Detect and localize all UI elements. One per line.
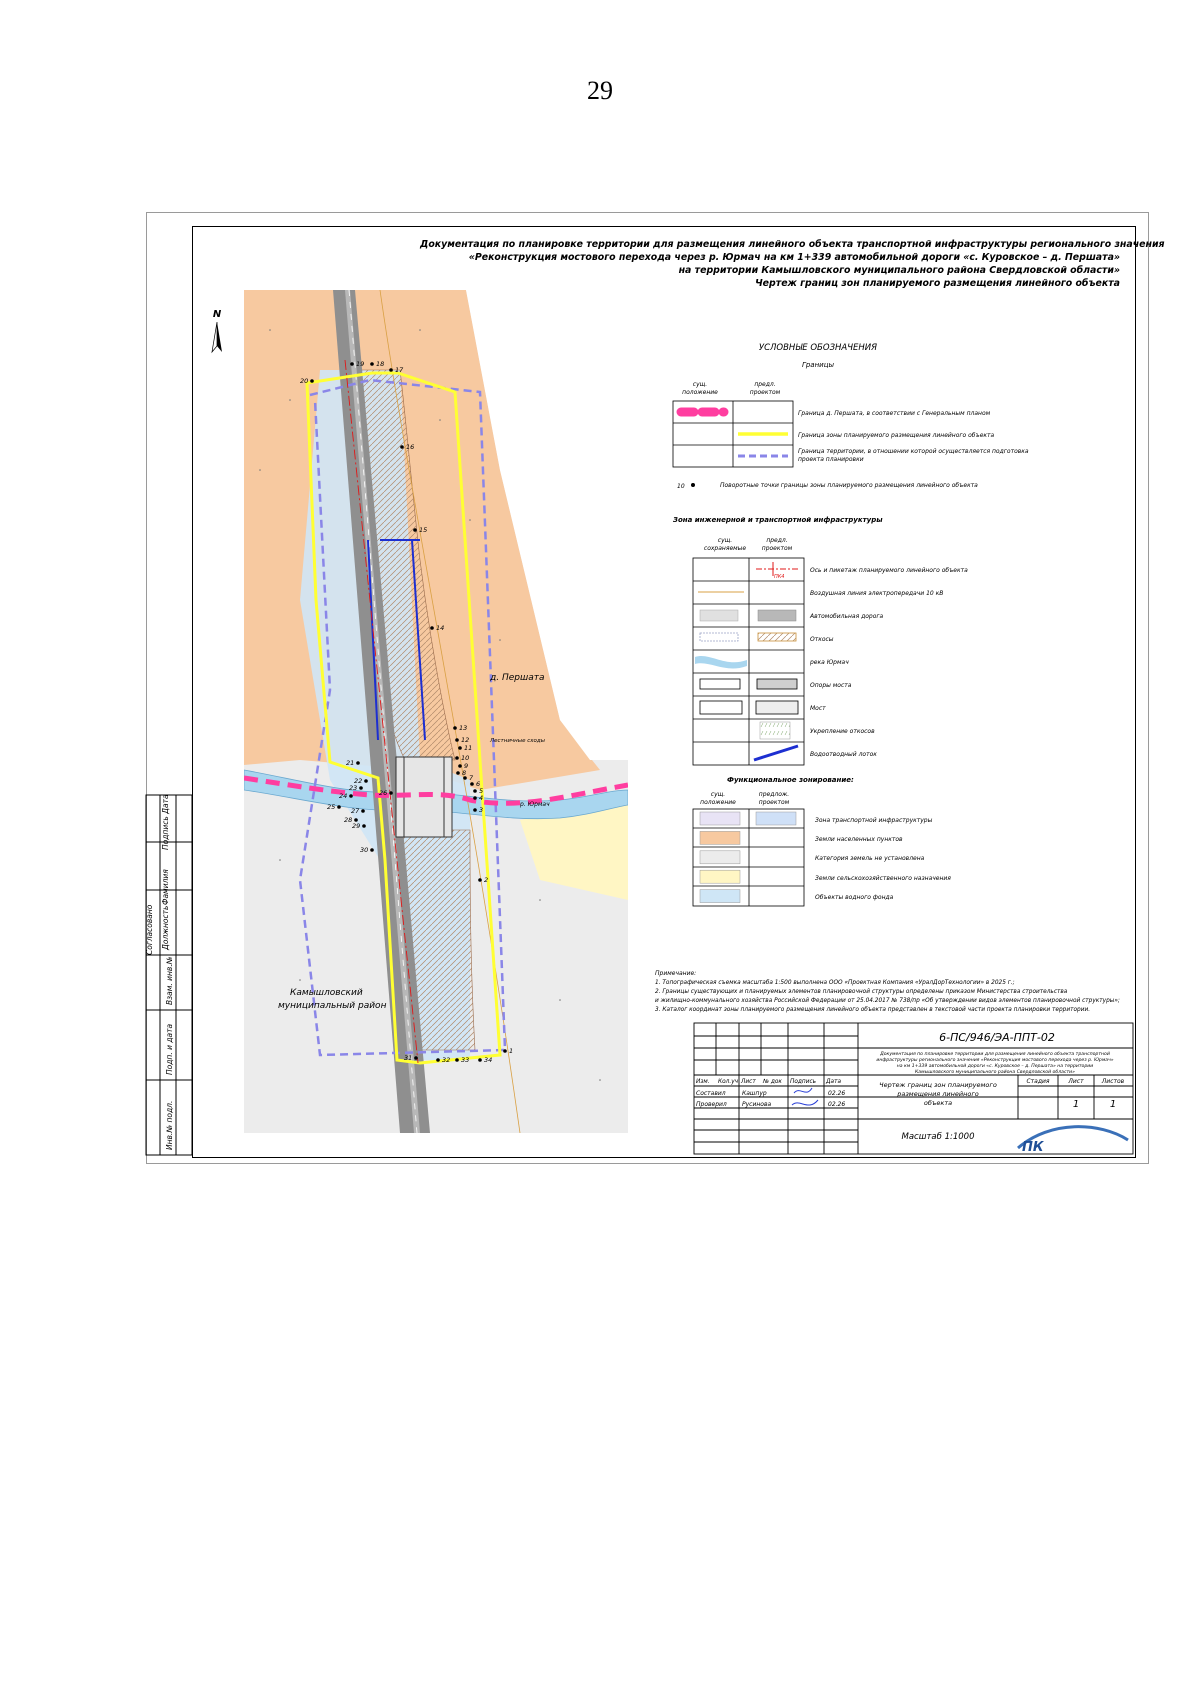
- turn-point-23: [359, 786, 363, 790]
- turn-point-19: [350, 362, 354, 366]
- turn-point-label-16: 16: [406, 443, 415, 451]
- signature-icon: [792, 1088, 818, 1105]
- turn-point-30: [370, 848, 374, 852]
- zoning-col1-1: сущ.: [710, 791, 726, 798]
- turn-point-17: [389, 368, 393, 372]
- turn-point-34: [478, 1058, 482, 1062]
- turn-point-label-33: 33: [461, 1056, 470, 1064]
- stamp-r1-name: Кашпур: [742, 1090, 767, 1097]
- stamp-desc-2: инфраструктуры регионального значения «Реконструкция мостового перехода через р. Юрмач»: [876, 1058, 1114, 1063]
- stamp-scale: Масштаб 1:1000: [901, 1132, 975, 1142]
- north-label: N: [212, 309, 222, 320]
- legend-col-existing-2: положение: [682, 389, 718, 396]
- side-position: Должность: [161, 905, 170, 950]
- stamp-h-list: Лист: [741, 1079, 756, 1085]
- turn-point-label-14: 14: [436, 624, 445, 632]
- side-sign-date: Подпись Дата: [161, 794, 170, 850]
- infra-label-9: Водоотводный лоток: [810, 751, 877, 758]
- stamp-code: 6-ПС/946/ЭА-ППТ-02: [939, 1031, 1055, 1044]
- title-line-1: Документация по планировке территории для размещения линейного объекта транспортной инфраструктуры регионального значения: [420, 239, 1165, 250]
- turn-point-4: [473, 796, 477, 800]
- title-line-2: «Реконструкция мостового перехода через р. Юрмач на км 1+339 автомобильной дороги «с. Куровское – д. Першата»: [468, 252, 1120, 263]
- zoning-label-2: Земли населенных пунктов: [815, 836, 903, 843]
- legend-border-3a: Граница территории, в отношении которой осуществляется подготовка: [798, 448, 1029, 455]
- company-logo-icon: [1018, 1127, 1128, 1155]
- turn-point-label-34: 34: [484, 1056, 493, 1064]
- turn-point-2: [478, 878, 482, 882]
- river-label: р. Юрмач: [520, 801, 550, 808]
- stamp-desc-3: на км 1+339 автомобильной дороги «с. Куровское – д. Першата» на территории: [896, 1064, 1094, 1069]
- legend-border-3b: проекта планировки: [798, 456, 864, 463]
- turn-point-12: [455, 738, 459, 742]
- turn-point-label-25: 25: [327, 803, 336, 811]
- legend-infra-title: Зона инженерной и транспортной инфраструктуры: [673, 516, 883, 524]
- north-arrow-icon: [212, 322, 222, 352]
- notes-header: Примечание:: [655, 970, 697, 977]
- turn-point-33: [455, 1058, 459, 1062]
- legend-turn-num: 10: [677, 483, 685, 490]
- zoning-swatch-3-existing: [700, 851, 740, 864]
- turn-point-label-8: 8: [462, 769, 467, 777]
- stamp-h-sheets: Листов: [1101, 1078, 1125, 1085]
- turn-point-3: [473, 808, 477, 812]
- side-inv-orig: Инв.№ подл.: [165, 1100, 174, 1150]
- infra-col2-2: проектом: [761, 545, 793, 552]
- turn-point-label-24: 24: [339, 792, 348, 800]
- zoning-swatch-2-existing: [700, 831, 740, 844]
- turn-point-16: [400, 445, 404, 449]
- legend-col-planned-1: предл.: [754, 381, 776, 388]
- turn-point-label-30: 30: [360, 846, 369, 854]
- turn-point-label-12: 12: [461, 736, 470, 744]
- stamp-r2-date: 02.26: [828, 1101, 846, 1108]
- zoning-swatch-5-existing: [700, 890, 740, 903]
- zoning-swatch-4-existing: [700, 870, 740, 883]
- zoning-label-5: Объекты водного фонда: [815, 894, 894, 901]
- side-inv-replace: Взам. инв.№: [165, 956, 174, 1005]
- stamp-h-sign: Подпись: [790, 1079, 817, 1085]
- turn-point-8: [456, 771, 460, 775]
- stamp-h-stage: Стадия: [1026, 1078, 1050, 1085]
- turn-point-25: [337, 805, 341, 809]
- turn-point-29: [362, 824, 366, 828]
- legend-border-1: Граница д. Першата, в соответствии с Генеральным планом: [798, 410, 991, 417]
- zoning-col1-2: положение: [700, 799, 736, 806]
- turn-point-label-23: 23: [349, 784, 358, 792]
- stamp-h-kol: Кол.уч: [718, 1079, 739, 1085]
- infra-col2-1: предл.: [766, 537, 788, 544]
- turn-point-13: [453, 726, 457, 730]
- infra-label-8: Укрепление откосов: [810, 728, 875, 735]
- stamp-r1-role: Составил: [696, 1090, 726, 1097]
- side-agreed: Согласовано: [145, 904, 154, 955]
- stamp-h-sheet: Лист: [1068, 1078, 1084, 1085]
- turn-point-11: [458, 746, 462, 750]
- turn-point-27: [361, 809, 365, 813]
- legend-border-2: Граница зоны планируемого размещения линейного объекта: [798, 432, 995, 439]
- stamp-sheet-title-2: размещения линейного: [897, 1090, 979, 1098]
- turn-point-label-19: 19: [356, 360, 365, 368]
- stamp-h-doc: № док: [763, 1079, 782, 1085]
- legend-zoning-title: Функциональное зонирование:: [727, 776, 854, 784]
- stamp-r2-name: Русинова: [742, 1101, 772, 1108]
- district-label-2: муниципальный район: [278, 1001, 387, 1011]
- stamp-sheet-title-1: Чертеж границ зон планируемого: [879, 1081, 997, 1089]
- turn-point-label-21: 21: [346, 759, 355, 767]
- turn-point-label-27: 27: [351, 807, 360, 815]
- note-1: 1. Топографическая съемка масштаба 1:500 выполнена ООО «Проектная Компания «УралДорТехнологии» в 2025 г.;: [655, 980, 1015, 986]
- turn-point-10: [455, 756, 459, 760]
- infra-label-5: река Юрмач: [810, 659, 849, 666]
- infra-label-6: Опоры моста: [810, 682, 852, 689]
- turn-point-label-18: 18: [376, 360, 385, 368]
- turn-point-22: [364, 779, 368, 783]
- zoning-col2-1: предлож.: [758, 791, 790, 798]
- zoning-col2-2: проектом: [758, 799, 790, 806]
- turn-point-label-6: 6: [476, 780, 481, 788]
- stamp-sheet: 1: [1072, 1099, 1080, 1110]
- legend-col-planned-2: проектом: [749, 389, 781, 396]
- turn-point-label-13: 13: [459, 724, 468, 732]
- logo-text: ПК: [1022, 1140, 1044, 1155]
- turn-point-label-26: 26: [379, 789, 388, 797]
- stamp-desc-1: Документация по планировке территории для размещения линейного объекта транспортной: [880, 1052, 1110, 1057]
- turn-point-label-20: 20: [300, 377, 309, 385]
- legend-borders-title: Границы: [801, 361, 835, 369]
- turn-point-label-32: 32: [442, 1056, 451, 1064]
- title-line-3: на территории Камышловского муниципального района Свердловской области»: [678, 265, 1120, 276]
- village-label: д. Першата: [490, 673, 545, 683]
- note-2b: и жилищно-коммунального хозяйства Российской Федерации от 25.04.2017 № 738/пр «Об утверждении видов элементов планировочной структуры»;: [655, 998, 1120, 1004]
- turn-point-label-29: 29: [352, 822, 361, 830]
- zoning-label-4: Земли сельскохозяйственного назначения: [815, 875, 951, 882]
- note-2a: 2. Границы существующих и планируемых элементов планировочной структуры определены приказом Министерства строительства: [655, 989, 1068, 995]
- turn-point-label-15: 15: [419, 526, 428, 534]
- zoning-swatch-1-planned: [756, 812, 796, 825]
- title-line-4: Чертеж границ зон планируемого размещения линейного объекта: [755, 278, 1120, 289]
- turn-point-label-7: 7: [469, 774, 474, 782]
- turn-point-label-11: 11: [464, 744, 473, 752]
- turn-point-label-2: 2: [484, 876, 489, 884]
- infra-label-2: Воздушная линия электропередачи 10 кВ: [810, 590, 944, 597]
- stamp-sheet-title-3: объекта: [923, 1099, 953, 1107]
- turn-point-label-3: 3: [479, 806, 484, 814]
- infra-label-4: Откосы: [810, 636, 834, 643]
- page-number: 29: [587, 76, 613, 105]
- turn-point-label-9: 9: [464, 762, 469, 770]
- stamp-r2-role: Проверил: [696, 1101, 727, 1108]
- infra-label-3: Автомобильная дорога: [810, 613, 884, 620]
- turn-point-5: [473, 789, 477, 793]
- turn-point-18: [370, 362, 374, 366]
- turn-point-31: [414, 1056, 418, 1060]
- turn-point-15: [413, 528, 417, 532]
- zoning-label-1: Зона транспортной инфраструктуры: [815, 817, 933, 824]
- legend-header: УСЛОВНЫЕ ОБОЗНАЧЕНИЯ: [758, 343, 878, 353]
- turn-point-label-22: 22: [354, 777, 363, 785]
- turn-point-label-4: 4: [479, 794, 484, 802]
- infra-col1-2: сохраняемые: [703, 545, 747, 552]
- infra-label-1: Ось и пикетаж планируемого линейного объекта: [810, 567, 968, 574]
- district-label-1: Камышловский: [290, 988, 363, 998]
- turn-point-20: [310, 379, 314, 383]
- turn-point-21: [356, 761, 360, 765]
- turn-point-dot-icon: [691, 483, 695, 487]
- turn-point-label-31: 31: [404, 1054, 413, 1062]
- stamp-desc-4: Камышловского муниципального района Свердловской области»: [915, 1070, 1075, 1075]
- legend-picket: ПК4: [774, 574, 785, 580]
- zoning-swatch-1-existing: [700, 812, 740, 825]
- turn-point-1: [503, 1049, 507, 1053]
- turn-point-label-5: 5: [479, 787, 484, 795]
- infra-col1-1: сущ.: [717, 537, 733, 544]
- turn-point-label-1: 1: [509, 1047, 514, 1055]
- stamp-h-izm: Изм.: [696, 1079, 710, 1085]
- turn-point-6: [470, 782, 474, 786]
- turn-point-label-10: 10: [461, 754, 470, 762]
- legend-turn-label: Поворотные точки границы зоны планируемого размещения линейного объекта: [720, 482, 978, 489]
- stamp-h-date: Дата: [826, 1079, 842, 1085]
- stamp-r1-date: 02.26: [828, 1090, 846, 1097]
- turn-point-label-28: 28: [344, 816, 353, 824]
- stamp-sheets: 1: [1109, 1099, 1117, 1110]
- note-3: 3. Каталог координат зоны планируемого размещения линейного объекта представлен в текстовой части проекта планировки территории.: [655, 1007, 1091, 1013]
- stairs-label: Лестничные сходы: [490, 738, 546, 744]
- turn-point-24: [349, 794, 353, 798]
- turn-point-32: [436, 1058, 440, 1062]
- legend-col-existing-1: сущ.: [692, 381, 708, 388]
- turn-point-label-17: 17: [395, 366, 404, 374]
- side-surname: Фамилия: [161, 869, 170, 905]
- turn-point-26: [389, 791, 393, 795]
- turn-point-9: [458, 764, 462, 768]
- zoning-label-3: Категория земель не установлена: [815, 855, 925, 862]
- turn-point-14: [430, 626, 434, 630]
- infra-label-7: Мост: [810, 705, 826, 712]
- side-sign-date-2: Подп. и дата: [165, 1023, 174, 1075]
